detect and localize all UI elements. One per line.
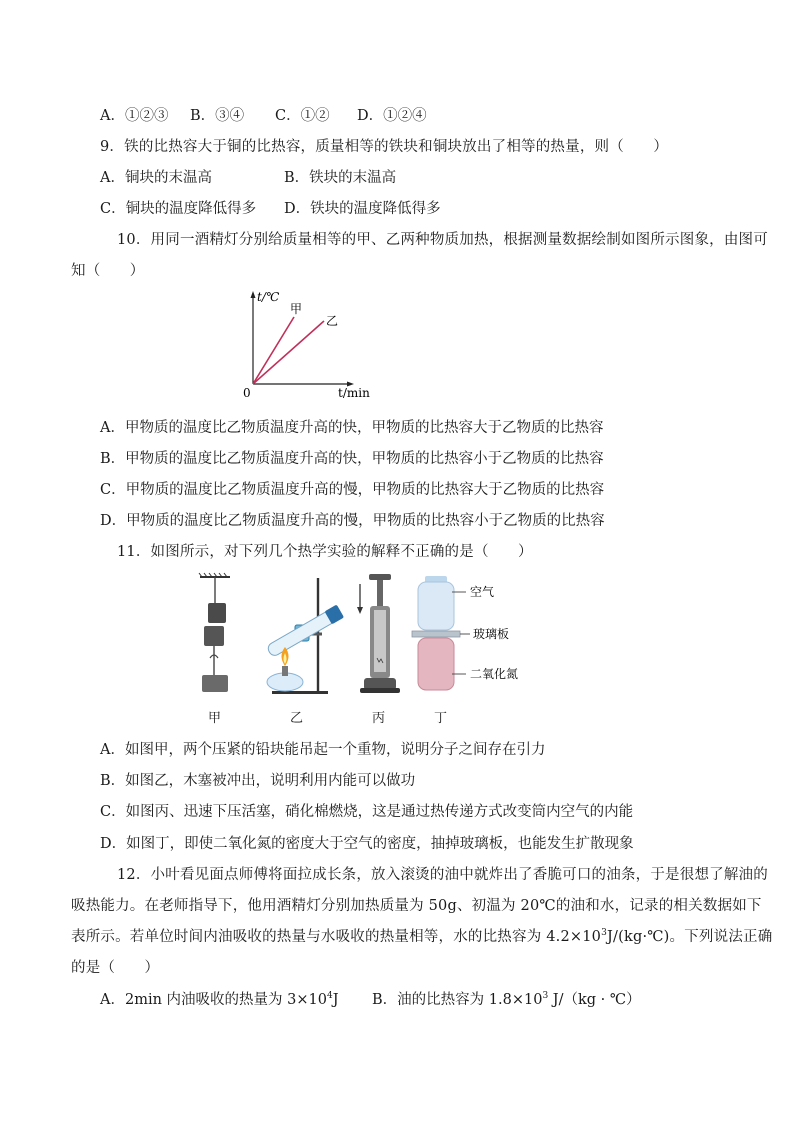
q8-option-b: B．③④ bbox=[190, 108, 245, 124]
q9-stem: 9．铁的比热容大于铜的比热容，质量相等的铁块和铜块放出了相等的热量，则（ ） bbox=[100, 139, 669, 155]
piston-cylinder-apparatus bbox=[357, 574, 400, 693]
q10-option-b: B．甲物质的温度比乙物质温度升高的快，甲物质的比热容小于乙物质的比热容 bbox=[100, 451, 604, 467]
q10-option-c: C．甲物质的温度比乙物质温度升高的慢，甲物质的比热容大于乙物质的比热容 bbox=[100, 482, 605, 498]
q10-stem-line2: 知（ ） bbox=[71, 263, 145, 279]
diffusion-bottles-apparatus bbox=[412, 576, 518, 690]
label-yi: 乙 bbox=[326, 314, 339, 328]
air-label: 空气 bbox=[470, 585, 495, 599]
q10-stem-line1: 10．用同一酒精灯分别给质量相等的甲、乙两种物质加热，根据测量数据绘制如图所示图象，由图可 bbox=[117, 232, 768, 248]
q11-option-c: C．如图丙、迅速下压活塞，硝化棉燃烧，这是通过热传递方式改变筒内空气的内能 bbox=[100, 804, 634, 820]
lead-blocks-apparatus bbox=[199, 573, 230, 692]
line-yi bbox=[253, 321, 324, 384]
q10-option-a: A．甲物质的温度比乙物质温度升高的快，甲物质的比热容大于乙物质的比热容 bbox=[100, 420, 604, 436]
q9-option-b: B．铁块的末温高 bbox=[284, 170, 397, 186]
q11-experiments-figure bbox=[190, 570, 560, 698]
figure-label-yi: 乙 bbox=[290, 711, 304, 726]
line-jia bbox=[253, 317, 294, 384]
q10-temperature-time-graph bbox=[230, 285, 380, 405]
y-axis-label: t/℃ bbox=[257, 290, 280, 304]
q9-option-d: D．铁块的温度降低得多 bbox=[284, 201, 441, 217]
q10-option-d: D．甲物质的温度比乙物质温度升高的慢，甲物质的比热容小于乙物质的比热容 bbox=[100, 513, 605, 529]
q8-option-d: D．①②④ bbox=[357, 108, 427, 124]
q9-option-c: C．铜块的温度降低得多 bbox=[100, 201, 257, 217]
q8-option-a: A．①②③ bbox=[100, 108, 169, 124]
figure-label-ding: 丁 bbox=[434, 711, 448, 726]
q8-option-c: C．①② bbox=[275, 108, 330, 124]
q12-stem-line4: 的是（ ） bbox=[71, 960, 160, 976]
q11-stem: 11．如图所示，对下列几个热学实验的解释不正确的是（ ） bbox=[117, 544, 533, 560]
q12-stem-line1: 12．小叶看见面点师傅将面拉成长条，放入滚烫的油中就炸出了香脆可口的油条，于是很想了解油的 bbox=[117, 867, 768, 883]
test-tube-apparatus bbox=[266, 578, 345, 694]
figure-label-bing: 丙 bbox=[372, 711, 386, 726]
no2-label: 二氧化氮 bbox=[470, 667, 519, 681]
q12-option-a: A．2min 内油吸收的热量为 $3\times 10^4J$ bbox=[100, 991, 339, 1008]
q11-option-d: D．如图丁，即使二氧化氮的密度大于空气的密度，抽掉玻璃板，也能发生扩散现象 bbox=[100, 836, 634, 852]
q12-stem-line2: 吸热能力。在老师指导下，他用酒精灯分别加热质量为 50g、初温为 20℃的油和水，记录的相关数据如下 bbox=[71, 898, 762, 914]
q11-option-b: B．如图乙，木塞被冲出，说明利用内能可以做功 bbox=[100, 773, 416, 789]
origin-label: 0 bbox=[243, 386, 251, 400]
q11-option-a: A．如图甲，两个压紧的铅块能吊起一个重物，说明分子之间存在引力 bbox=[100, 742, 546, 758]
label-jia: 甲 bbox=[290, 302, 303, 316]
x-axis-label: t/min bbox=[338, 386, 370, 400]
figure-label-jia: 甲 bbox=[208, 711, 222, 726]
q12-stem-line3: 表所示。若单位时间内油吸收的热量与水吸收的热量相等，水的比热容为 $4.2\times 10^3J/(kg\cdot℃)$。下列说法正确 bbox=[71, 928, 773, 945]
q12-option-b: B．油的比热容为 $1.8\times 10^3$ J/（kg · ℃） bbox=[372, 991, 641, 1008]
glass-plate-label: 玻璃板 bbox=[473, 627, 510, 641]
q9-option-a: A．铜块的末温高 bbox=[100, 170, 212, 186]
